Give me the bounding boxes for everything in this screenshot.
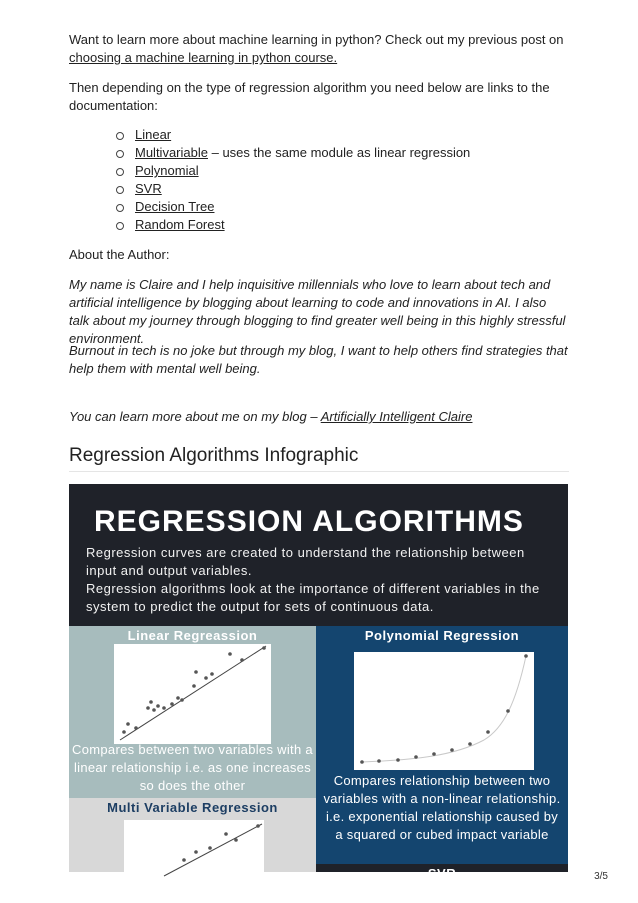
polynomial-plot-graphic bbox=[354, 652, 534, 770]
multivariable-note: – uses the same module as linear regression bbox=[207, 145, 471, 160]
list-item bbox=[116, 144, 470, 162]
regression-intro-paragraph: Then depending on the type of regression algorithm you need below are links to the documentation: bbox=[69, 80, 550, 113]
polynomial-regression-panel bbox=[316, 626, 568, 864]
list-item bbox=[116, 198, 470, 216]
linear-regression-description: Compares between two variables with a linear relationship i.e. as one increases so does the other bbox=[72, 742, 313, 793]
section-heading: Regression Algorithms Infographic bbox=[69, 445, 359, 466]
infographic-intro-line-1: Regression curves are created to understand the relationship between input and output variables. bbox=[86, 545, 525, 578]
polynomial-link[interactable]: Polynomial bbox=[135, 163, 199, 178]
linear-regression-title: Linear Regreassion bbox=[127, 628, 258, 643]
infographic-intro-line-2: Regression algorithms look at the importance of different variables in the system to predict the output for sets of continuous data. bbox=[86, 581, 540, 614]
random-forest-link[interactable]: Random Forest bbox=[135, 217, 225, 232]
author-blog-line bbox=[69, 408, 569, 426]
list-item bbox=[116, 180, 470, 198]
course-post-link[interactable]: choosing a machine learning in python course. bbox=[69, 50, 338, 65]
heading-divider bbox=[69, 471, 569, 472]
infographic-intro bbox=[86, 544, 556, 616]
blog-line-text: You can learn more about me on my blog – bbox=[69, 409, 321, 424]
linear-regression-panel bbox=[69, 626, 316, 798]
linear-plot-graphic bbox=[114, 644, 271, 744]
list-item bbox=[116, 126, 470, 144]
svr-panel bbox=[316, 864, 568, 881]
about-heading: About the Author: bbox=[69, 247, 170, 262]
infographic-title: REGRESSION ALGORITHMS bbox=[94, 505, 524, 538]
polynomial-regression-description: Compares relationship between two variables with a non-linear relationship. i.e. exponential relationship caused by a squared or cubed impact variable bbox=[323, 773, 561, 842]
linear-link[interactable]: Linear bbox=[135, 127, 172, 142]
multi-variable-regression-plot bbox=[124, 820, 264, 880]
linear-regression-plot bbox=[114, 644, 271, 744]
svr-title: SVR bbox=[427, 866, 457, 881]
multi-variable-plot-graphic bbox=[124, 820, 264, 880]
multivariable-link[interactable]: Multivariable bbox=[135, 145, 208, 160]
list-item bbox=[116, 216, 470, 234]
author-bio: My name is Claire and I help inquisitive millennials who love to learn about tech and artificial intelligence by blogging about learning to code and innovations in AI. I also talk about my journey through blogging to find greater well being in this highly stressful environment. bbox=[69, 277, 566, 346]
intro-text: Want to learn more about machine learning in python? Check out my previous post on bbox=[69, 32, 564, 47]
regression-infographic bbox=[69, 484, 568, 881]
infographic-header bbox=[69, 484, 568, 626]
multi-variable-regression-title: Multi Variable Regression bbox=[107, 800, 278, 815]
decision-tree-link[interactable]: Decision Tree bbox=[135, 199, 215, 214]
algorithm-links-list bbox=[116, 126, 470, 234]
multi-variable-regression-panel bbox=[69, 798, 316, 872]
page-number: 3/5 bbox=[594, 871, 608, 882]
polynomial-regression-title: Polynomial Regression bbox=[364, 628, 520, 643]
blog-link[interactable]: Artificially Intelligent Claire bbox=[320, 409, 473, 424]
svr-link[interactable]: SVR bbox=[135, 181, 162, 196]
polynomial-regression-plot bbox=[354, 652, 534, 770]
list-item bbox=[116, 162, 470, 180]
author-bio-burnout: Burnout in tech is no joke but through my blog, I want to help others find strategies that help them with mental well being. bbox=[69, 343, 568, 376]
intro-paragraph bbox=[69, 31, 569, 67]
